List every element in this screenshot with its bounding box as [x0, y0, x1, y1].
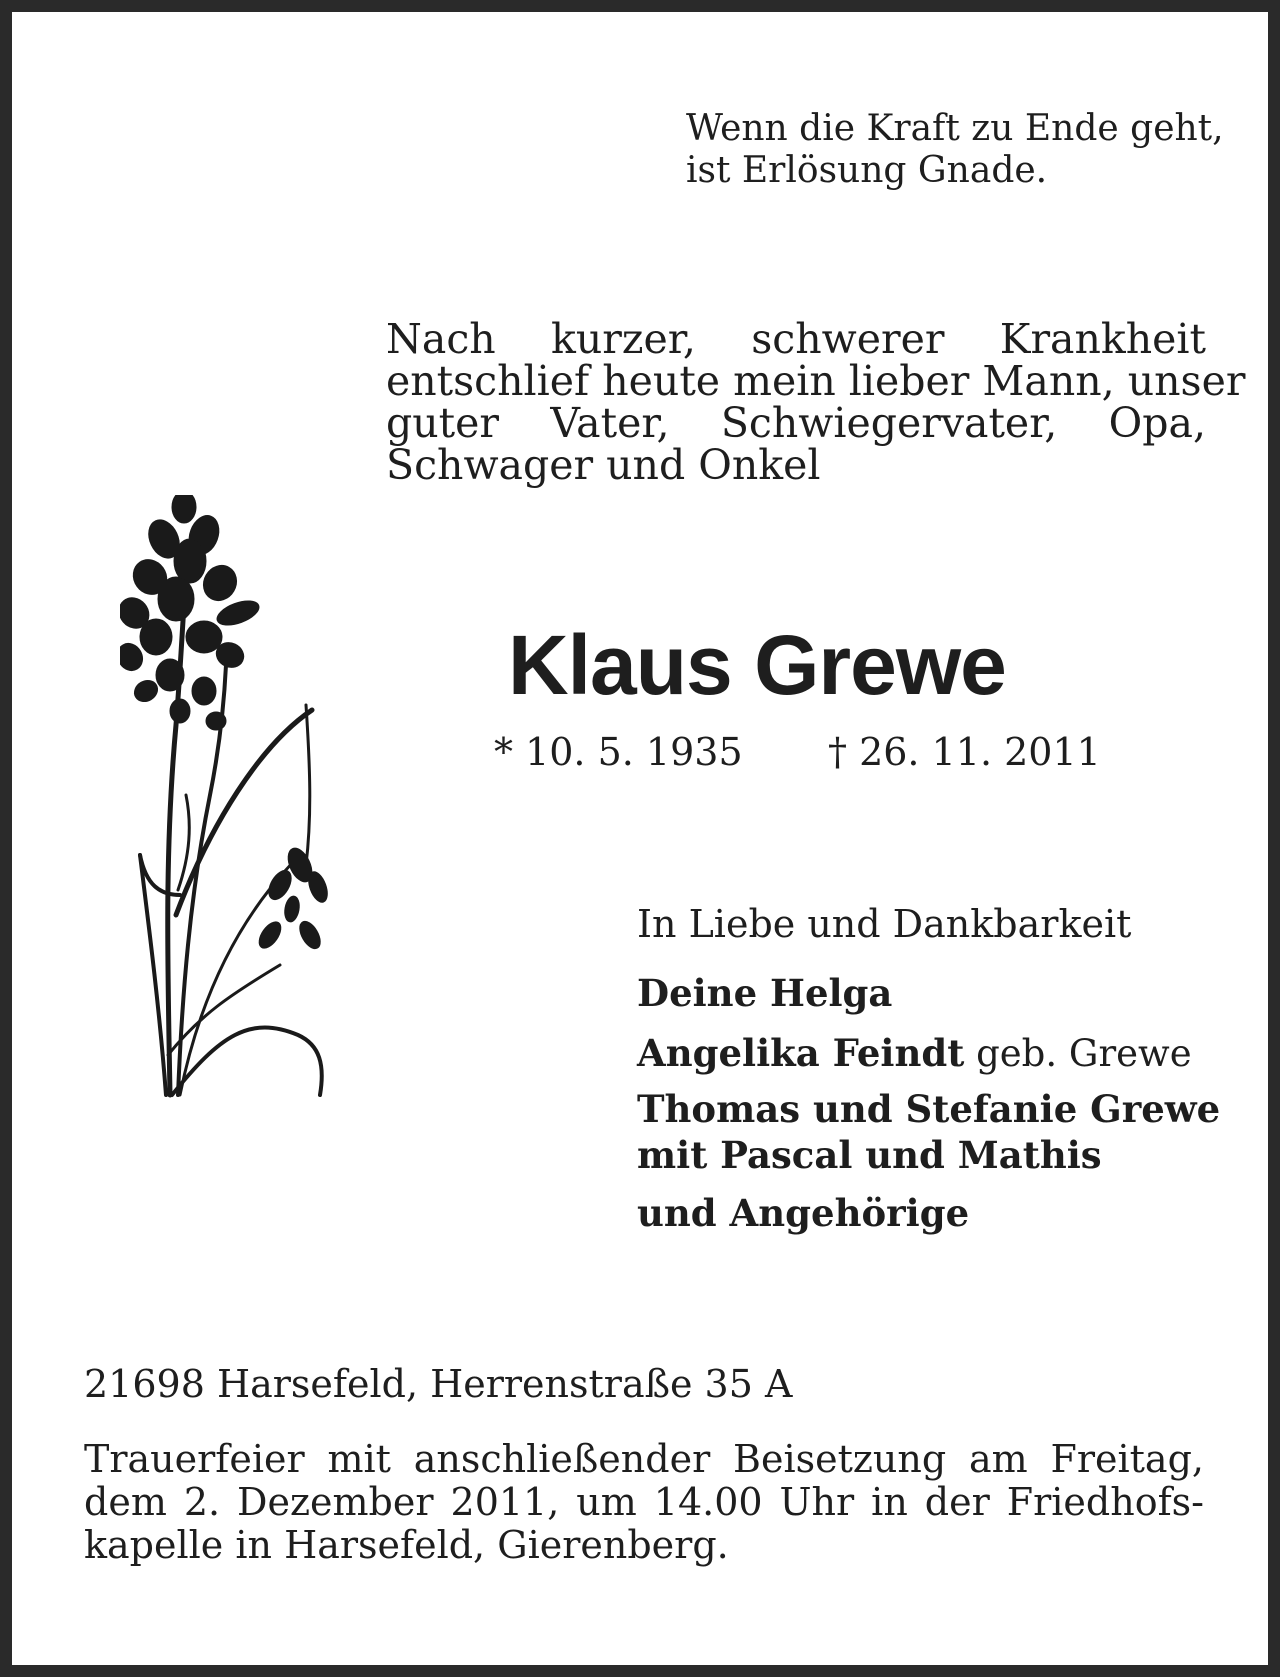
family-name: und Angehörige — [637, 1191, 970, 1235]
service-line: kapelle in Harsefeld, Gierenberg. — [84, 1523, 729, 1567]
intro-text — [386, 315, 1246, 489]
family-note: geb. Grewe — [976, 1032, 1192, 1075]
service-line: dem 2. Dezember 2011, um 14.00 Uhr in der Friedhofs- — [84, 1480, 1204, 1524]
grass-illustration-icon — [120, 495, 340, 1115]
intro-line: Schwager und Onkel — [386, 441, 821, 489]
family-name: mit Pascal und Mathis — [637, 1133, 1102, 1177]
service-info — [84, 1438, 1204, 1567]
motto-line: ist Erlösung Gnade. — [686, 150, 1048, 191]
family-member — [637, 1086, 1220, 1133]
birth-date: * 10. 5. 1935 — [494, 730, 743, 774]
service-line: Trauerfeier mit anschließender Beisetzung am Freitag, — [84, 1437, 1204, 1481]
family-name: Thomas und Stefanie Grewe — [637, 1087, 1221, 1131]
family-member — [637, 1030, 1192, 1077]
family-member — [637, 1190, 969, 1237]
motto-line: Wenn die Kraft zu Ende geht, — [686, 108, 1224, 149]
motto — [686, 108, 1224, 192]
intro-line: guter Vater, Schwiegervater, Opa, — [386, 399, 1206, 447]
family-member — [637, 1132, 1102, 1179]
family-name: Deine Helga — [637, 971, 893, 1015]
intro-line: entschlief heute mein lieber Mann, unser — [386, 357, 1246, 405]
intro-line: Nach kurzer, schwerer Krankheit — [386, 315, 1206, 363]
death-date: † 26. 11. 2011 — [828, 730, 1101, 774]
family-name: Angelika Feindt — [637, 1031, 965, 1075]
family-member — [637, 970, 892, 1017]
address: 21698 Harsefeld, Herrenstraße 35 A — [84, 1362, 793, 1406]
closing-phrase: In Liebe und Dankbarkeit — [637, 902, 1132, 946]
deceased-name: Klaus Grewe — [508, 618, 1006, 712]
